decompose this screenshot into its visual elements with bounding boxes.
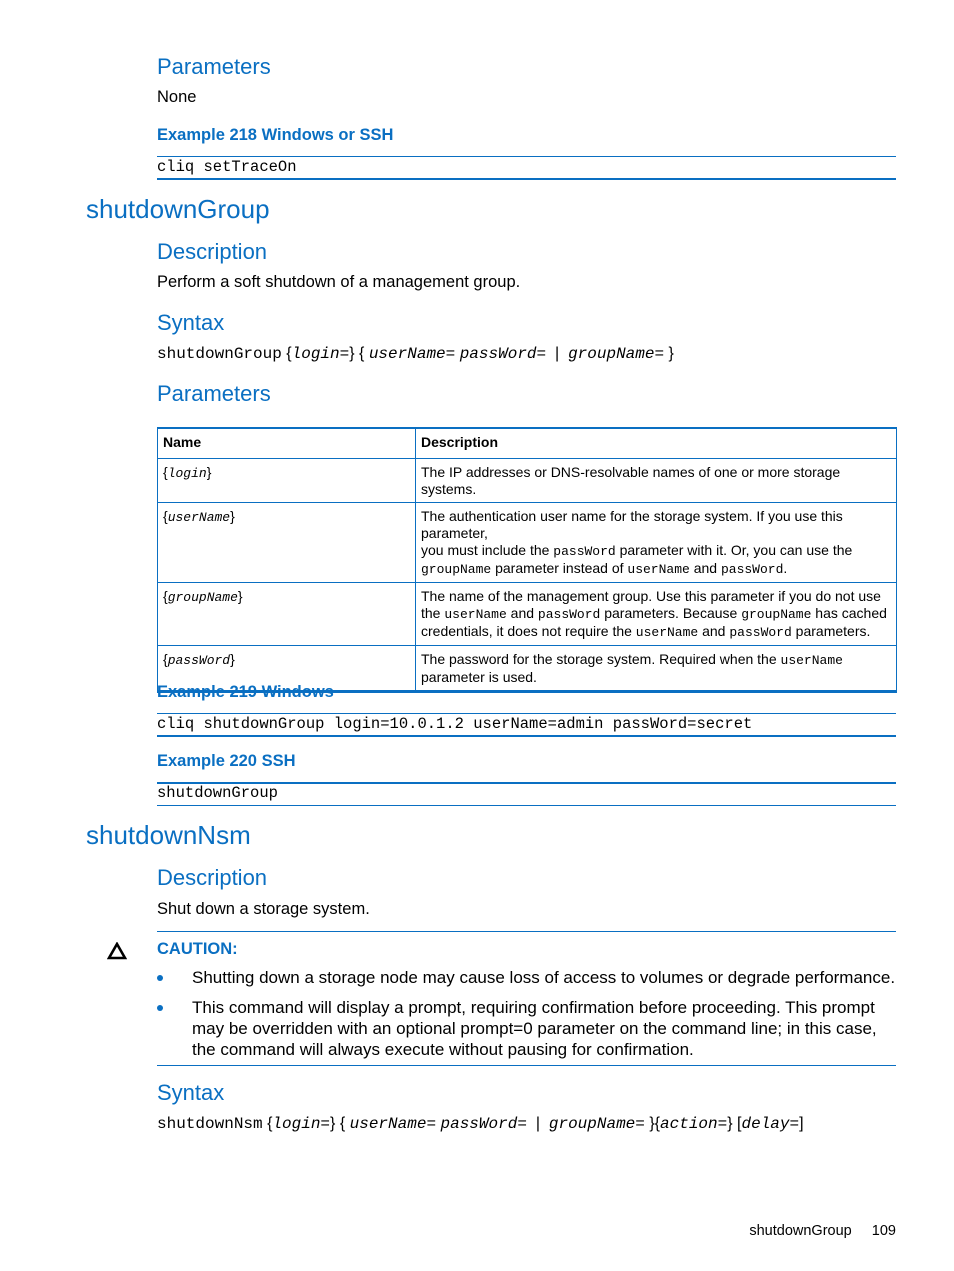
code-term: passWord: [553, 544, 616, 559]
example-label: Example 218 Windows or SSH: [157, 126, 394, 144]
example-code: cliq shutdownGroup login=10.0.1.2 userName=admin passWord=secret: [157, 715, 753, 733]
text-run: credentials, it does not require the: [421, 623, 636, 639]
parameters-value: None: [157, 88, 197, 106]
example-code: cliq setTraceOn: [157, 158, 297, 176]
param-description-cell: [416, 646, 897, 692]
text-run: the: [421, 605, 445, 621]
text-run: .: [783, 560, 788, 576]
page-footer: [749, 1223, 896, 1239]
text-run: parameters. Because: [600, 605, 742, 621]
bullet-icon: [157, 975, 163, 981]
param-description-cell: [416, 503, 897, 583]
syntax-groupname: groupName=: [548, 1115, 645, 1133]
syntax-login: login=: [291, 345, 350, 363]
description-text: Shut down a storage system.: [157, 900, 370, 918]
code-term: userName: [780, 653, 843, 668]
section-heading-parameters: Parameters: [157, 54, 271, 79]
column-header-name: Name: [158, 428, 416, 459]
syntax-password: passWord=: [440, 1115, 527, 1133]
syntax-brace: {: [267, 1115, 273, 1132]
syntax-brace: }: [330, 1115, 336, 1132]
code-term: userName: [627, 562, 690, 577]
param-description-line: [421, 623, 891, 641]
section-heading-description: Description: [157, 865, 268, 890]
param-name: groupName: [167, 590, 238, 605]
code-term: groupName: [421, 562, 492, 577]
code-term: userName: [444, 607, 507, 622]
syntax-brace: }: [349, 345, 355, 362]
bullet-icon: [157, 1005, 163, 1011]
syntax-line: [157, 345, 674, 363]
description-text: Perform a soft shutdown of a management group.: [157, 273, 521, 291]
code-term: userName: [635, 625, 699, 640]
example-bottom-rule: [157, 805, 896, 806]
section-heading-syntax: Syntax: [157, 310, 225, 335]
example-code: shutdownGroup: [157, 784, 278, 802]
syntax-brace: }: [668, 345, 674, 362]
text-run: parameter with it. Or, you can use the: [615, 542, 853, 558]
table-row: [158, 583, 897, 646]
syntax-brace: {: [339, 1115, 346, 1132]
page-number: 109: [871, 1223, 896, 1239]
text-run: you must include the: [421, 542, 554, 558]
text-run: The password for the storage system. Required when the: [421, 651, 781, 667]
param-description-line: The authentication user name for the storage system. If you use this parameter,: [421, 508, 843, 541]
section-heading-syntax: Syntax: [157, 1080, 225, 1105]
caution-bullet-text: Shutting down a storage node may cause loss of access to volumes or degrade performance.: [192, 968, 896, 987]
syntax-action: action=: [660, 1115, 728, 1133]
syntax-brace: {: [359, 345, 365, 362]
text-run: and: [506, 605, 538, 621]
caution-top-rule: [157, 931, 896, 932]
syntax-brace: {: [654, 1115, 661, 1132]
param-name: login: [167, 466, 207, 481]
caution-bullet-line: may be overridden with an optional prompt=0 parameter on the command line; in this case,: [192, 1019, 877, 1038]
syntax-delay: delay=: [741, 1115, 800, 1133]
syntax-pipe: |: [555, 345, 560, 362]
example-bottom-rule: [157, 178, 896, 180]
section-heading-parameters: Parameters: [157, 381, 271, 406]
syntax-bracket: ]: [799, 1115, 804, 1132]
param-name: userName: [167, 510, 231, 525]
parameters-table: [157, 427, 897, 693]
example-bottom-rule: [157, 735, 896, 737]
caution-bullet-text: [192, 997, 877, 1060]
text-run: has cached: [811, 605, 887, 621]
syntax-login: login=: [272, 1115, 331, 1133]
table-header-row: [158, 428, 897, 459]
example-top-rule: [157, 156, 896, 157]
param-description-line: [421, 605, 891, 623]
syntax-brace: }: [649, 1115, 655, 1132]
param-description-line: The name of the management group. Use this parameter if you do not use: [421, 588, 881, 604]
running-title: shutdownGroup: [749, 1223, 852, 1239]
caution-bottom-rule: [157, 1065, 896, 1066]
syntax-bracket: [: [737, 1115, 742, 1132]
syntax-brace: }: [727, 1115, 733, 1132]
param-name-cell: {userName}: [158, 503, 416, 583]
caution-triangle-icon: [107, 942, 127, 965]
command-title: shutdownGroup: [86, 194, 270, 224]
syntax-brace: {: [286, 345, 292, 362]
example-top-rule: [157, 713, 896, 714]
text-run: parameters.: [791, 623, 871, 639]
code-term: passWord: [720, 562, 784, 577]
param-description-cell: [416, 459, 897, 503]
param-name-cell: {groupName}: [158, 583, 416, 646]
param-description-line: [421, 651, 891, 669]
column-header-description: Description: [416, 428, 897, 459]
text-run: parameter instead of: [491, 560, 628, 576]
syntax-username: userName=: [368, 345, 456, 363]
param-description-line: [421, 542, 891, 560]
syntax-password: passWord=: [459, 345, 547, 363]
text-run: and: [698, 623, 730, 639]
param-description-line: [421, 560, 891, 578]
syntax-groupname: groupName=: [568, 345, 665, 363]
syntax-username: userName=: [349, 1115, 437, 1133]
syntax-line: [157, 1115, 804, 1133]
caution-label: CAUTION:: [157, 940, 238, 958]
param-name-cell: {passWord}: [158, 646, 416, 692]
table-row: [158, 459, 897, 503]
text-run: and: [689, 560, 721, 576]
code-term: passWord: [537, 607, 601, 622]
command-title: shutdownNsm: [86, 820, 251, 850]
syntax-command: shutdownNsm: [157, 1115, 263, 1133]
param-name: passWord: [167, 653, 231, 668]
section-heading-description: Description: [157, 239, 268, 264]
syntax-pipe: |: [535, 1115, 540, 1132]
code-term: passWord: [729, 625, 792, 640]
example-label: Example 219 Windows: [157, 683, 334, 701]
param-description: The IP addresses or DNS-resolvable names of one or more storage systems.: [421, 464, 841, 497]
syntax-command: shutdownGroup: [157, 345, 282, 363]
caution-bullet-line: the command will always execute without pausing for confirmation.: [192, 1040, 694, 1059]
param-description-line: parameter is used.: [421, 669, 537, 685]
param-name-cell: {login}: [158, 459, 416, 503]
code-term: groupName: [741, 607, 812, 622]
param-description-cell: [416, 583, 897, 646]
example-label: Example 220 SSH: [157, 752, 296, 770]
caution-bullet-line: This command will display a prompt, requiring confirmation before proceeding. This prompt: [192, 998, 875, 1017]
table-row: [158, 503, 897, 583]
